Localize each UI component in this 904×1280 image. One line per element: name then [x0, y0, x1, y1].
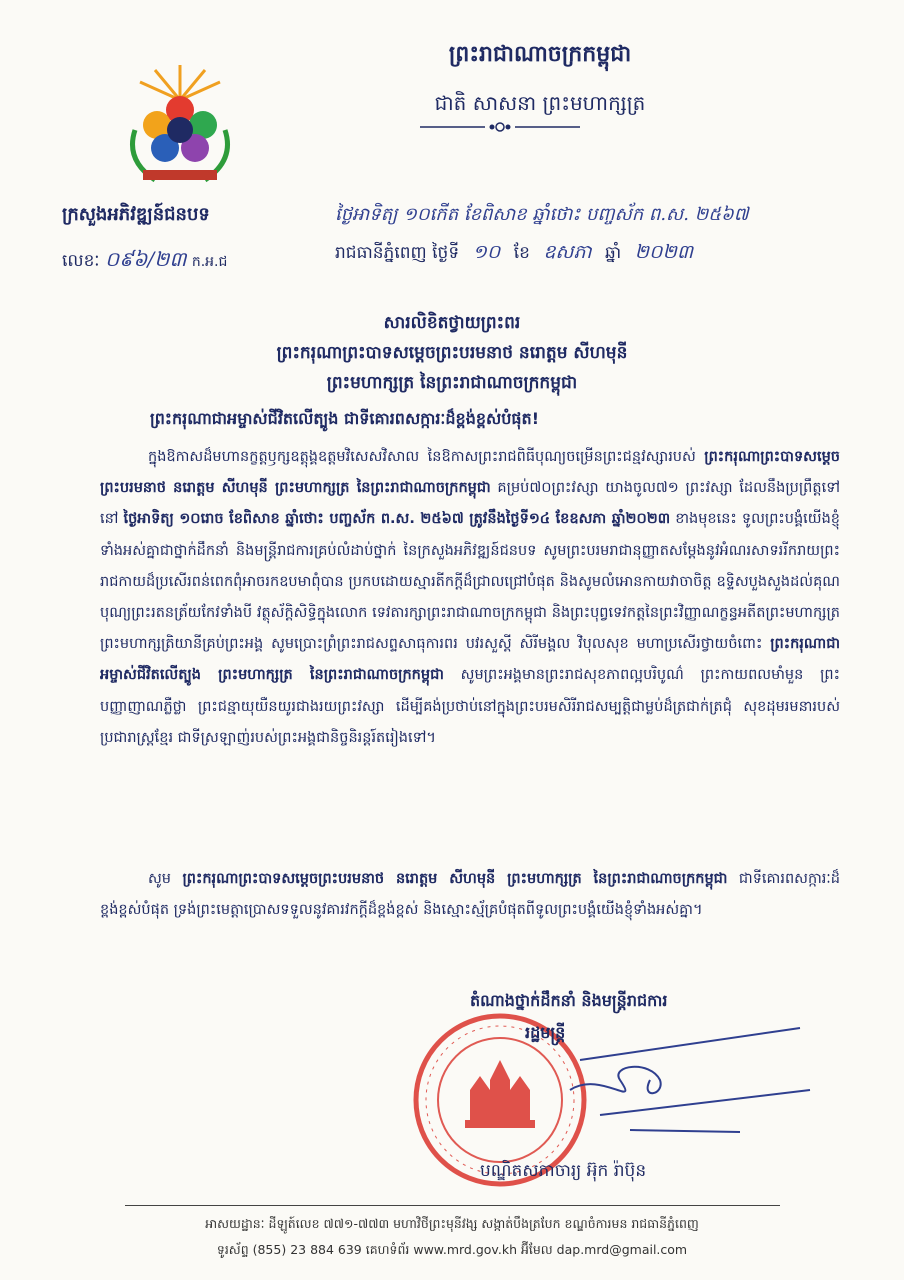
civil-date-month-label: ខែ — [513, 243, 530, 263]
footer-address: អាសយដ្ឋានៈ ដីឡូត៍លេខ ៧៧១-៧៧៣ មហាវិថីព្រះមុនីវង្ស សង្កាត់បឹងត្របែក ខណ្ឌចំការមន រាជធានីភ្នំពេញ — [205, 1216, 699, 1231]
body-text: សូម — [148, 871, 183, 887]
civil-date-month: ឧសភា — [543, 241, 592, 263]
lunar-date: ថ្ងៃអាទិត្យ ១០កើត ខែពិសាខ ឆ្នាំថោះ បញ្ចស័ក ព.ស. ២៥៦៧ — [335, 204, 749, 225]
civil-date-prefix: រាជធានីភ្នំពេញ ថ្ងៃទី — [335, 243, 460, 263]
signer-title: រដ្ឋមន្ត្រី — [525, 1023, 566, 1042]
body-text: ជាទីគោរពសក្ការៈដ៏ខ្ពង់ខ្ពស់បំផុត ទ្រង់ព្រះមេត្តាប្រោសទទួលនូវគារវកក្តីដ៏ខ្ពង់ខ្ពស់ និងស្មោះស្ម័គ្របំផុតពីទូលព្រះបង្គំយើងខ្ញុំទាំងអស់គ្នា។ — [100, 871, 840, 919]
body-bold-text: ព្រះករុណាព្រះបាទសម្តេចព្រះបរមនាថ នរោត្តម សីហមុនី ព្រះមហាក្សត្រ នៃព្រះរាជាណាចក្រកម្ពុជា — [100, 449, 840, 497]
kingdom-heading: ព្រះរាជាណាចក្រកម្ពុជា — [448, 42, 632, 67]
addressee-line-1: ព្រះករុណាព្រះបាទសម្តេចព្រះបរមនាថ នរោត្តម សីហមុនី — [276, 343, 628, 363]
body-bold-date: ថ្ងៃអាទិត្យ ១០រោច ខែពិសាខ ឆ្នាំថោះ បញ្ចស័ក ព.ស. ២៥៦៧ ត្រូវនឹងថ្ងៃទី១៤ ខែឧសភា ឆ្នាំ២០២៣ — [123, 511, 671, 528]
body-text: ខាងមុខនេះ ទូលព្រះបង្គំយើងខ្ញុំទាំងអស់គ្នាជាថ្នាក់ដឹកនាំ និងមន្ត្រីរាជការគ្រប់លំដាប់ថ្នាក់ នៃក្រសួងអភិវឌ្ឍន៍ជនបទ សូមព្រះបរមរាជានុញ្ញាតសម្តែងនូវអំណរសាទររីករាយព្រះរាជកាយដ៏ប្រសើរពន់ពេកពុំអាចរកឧបមាពុំបាន ប្រកបដោយស្មារតីកក្តីដ៏ជ្រាលជ្រៅបំផុត និងសូមលំអោនកាយវាចាចិត្ត ឧទ្ទិសបួងសួងដល់គុណបុណ្យព្រះរតនត្រ័យកែវទាំងបី វត្ថុស័ក្តិសិទ្ធិក្នុងលោក ទេវតារក្សាព្រះរាជាណាចក្រកម្ពុជា និងព្រះបុព្វទេវកត្តនៃព្រះវិញ្ញាណក្ខន្ធអតីតព្រះមហាក្សត្រ ព្រះមហាក្សត្រិយានីគ្រប់ព្រះអង្គ សូមប្រោះព្រំព្រះរាជសព្ទសាធុការពរ បវរសួស្តី សិរីមង្គល វិបុលសុខ មហាប្រសើរថ្វាយចំពោះ — [100, 511, 840, 653]
national-motto: ជាតិ សាសនា ព្រះមហាក្សត្រ — [434, 91, 646, 115]
reference-suffix: ក.អ.ជ — [191, 254, 228, 270]
closing-line: តំណាងថ្នាក់ដឹកនាំ និងមន្ត្រីរាជការ — [470, 991, 668, 1010]
ministry-name: ក្រសួងអភិវឌ្ឍន៍ជនបទ — [62, 204, 210, 225]
body-text: ក្នុងឱកាសដ៏មហានក្ខត្តឫក្សឧត្តុង្គឧត្តមវិសេសវិសាល នៃឱកាសព្រះរាជពិធីបុណ្យចម្រើនព្រះជន្មវស្សារបស់ — [148, 449, 705, 465]
civil-date-year-label: ឆ្នាំ — [605, 243, 622, 263]
civil-date — [335, 240, 875, 268]
handwritten-signature-icon — [560, 1020, 820, 1140]
body-paragraph-1 — [100, 442, 840, 754]
body-paragraph-2 — [100, 864, 840, 926]
civil-date-year: ២០២៣ — [634, 241, 694, 263]
body-bold-text: ព្រះករុណាជាអម្ចាស់ជីវិតលើត្បូង ព្រះមហាក្សត្រ នៃព្រះរាជាណាចក្រកម្ពុជា — [100, 636, 840, 684]
salutation: ព្រះករុណាជាអម្ចាស់ជីវិតលើត្បូង ជាទីគោរពសក្ការៈដ៏ខ្ពង់ខ្ពស់បំផុត! — [150, 409, 539, 428]
body-bold-text: ព្រះករុណាព្រះបាទសម្តេចព្រះបរមនាថ នរោត្តម សីហមុនី ព្រះមហាក្សត្រ នៃព្រះរាជាណាចក្រកម្ពុជា — [182, 871, 728, 887]
footer-divider — [125, 1205, 780, 1206]
ornament-divider-icon — [420, 120, 580, 134]
reference-number — [62, 246, 322, 276]
footer-contact: ទូរស័ព្ទ (855) 23 884 639 គេហទំព័រ www.mrd.gov.kh អ៊ីមែល dap.mrd@gmail.com — [216, 1242, 688, 1257]
signer-name: បណ្ឌិតសភាចារ្យ អ៊ុក រ៉ាប៊ុន — [480, 1161, 647, 1181]
addressee-line-2: ព្រះមហាក្សត្រ នៃព្រះរាជាណាចក្រកម្ពុជា — [326, 373, 578, 393]
reference-label: លេខៈ — [62, 251, 100, 271]
civil-date-day: ១០ — [472, 241, 501, 263]
ministry-logo-icon — [115, 60, 245, 190]
body-text: សូមព្រះអង្គមានព្រះរាជសុខភាពល្អបរិបូណ៌ ព្រះកាយពលមាំមួន ព្រះបញ្ញាញាណភ្លឺថ្លា ព្រះជន្មាយុយឺនយូរជាងរយព្រះវស្សា ដើម្បីគង់ប្រថាប់នៅក្នុងព្រះបរមសិរីរាជសម្បត្តិជាម្លប់ដ៏ត្រជាក់ត្រជុំ សុខដុមរមនារបស់ប្រជារាស្ត្រខ្មែរ ជាទីស្រឡាញ់របស់ព្រះអង្គជានិច្ចនិរន្តរ៍តរៀងទៅ។ — [100, 667, 840, 746]
letter-title: សារលិខិតថ្វាយព្រះពរ — [383, 313, 521, 333]
reference-handwritten-number: ០៩៦/២៣ — [104, 247, 187, 271]
body-text: គម្រប់៧០ព្រះវស្សា យាងចូល៧១ ព្រះវស្សា ដែលនឹងប្រព្រឹត្តទៅនៅ — [100, 480, 840, 528]
